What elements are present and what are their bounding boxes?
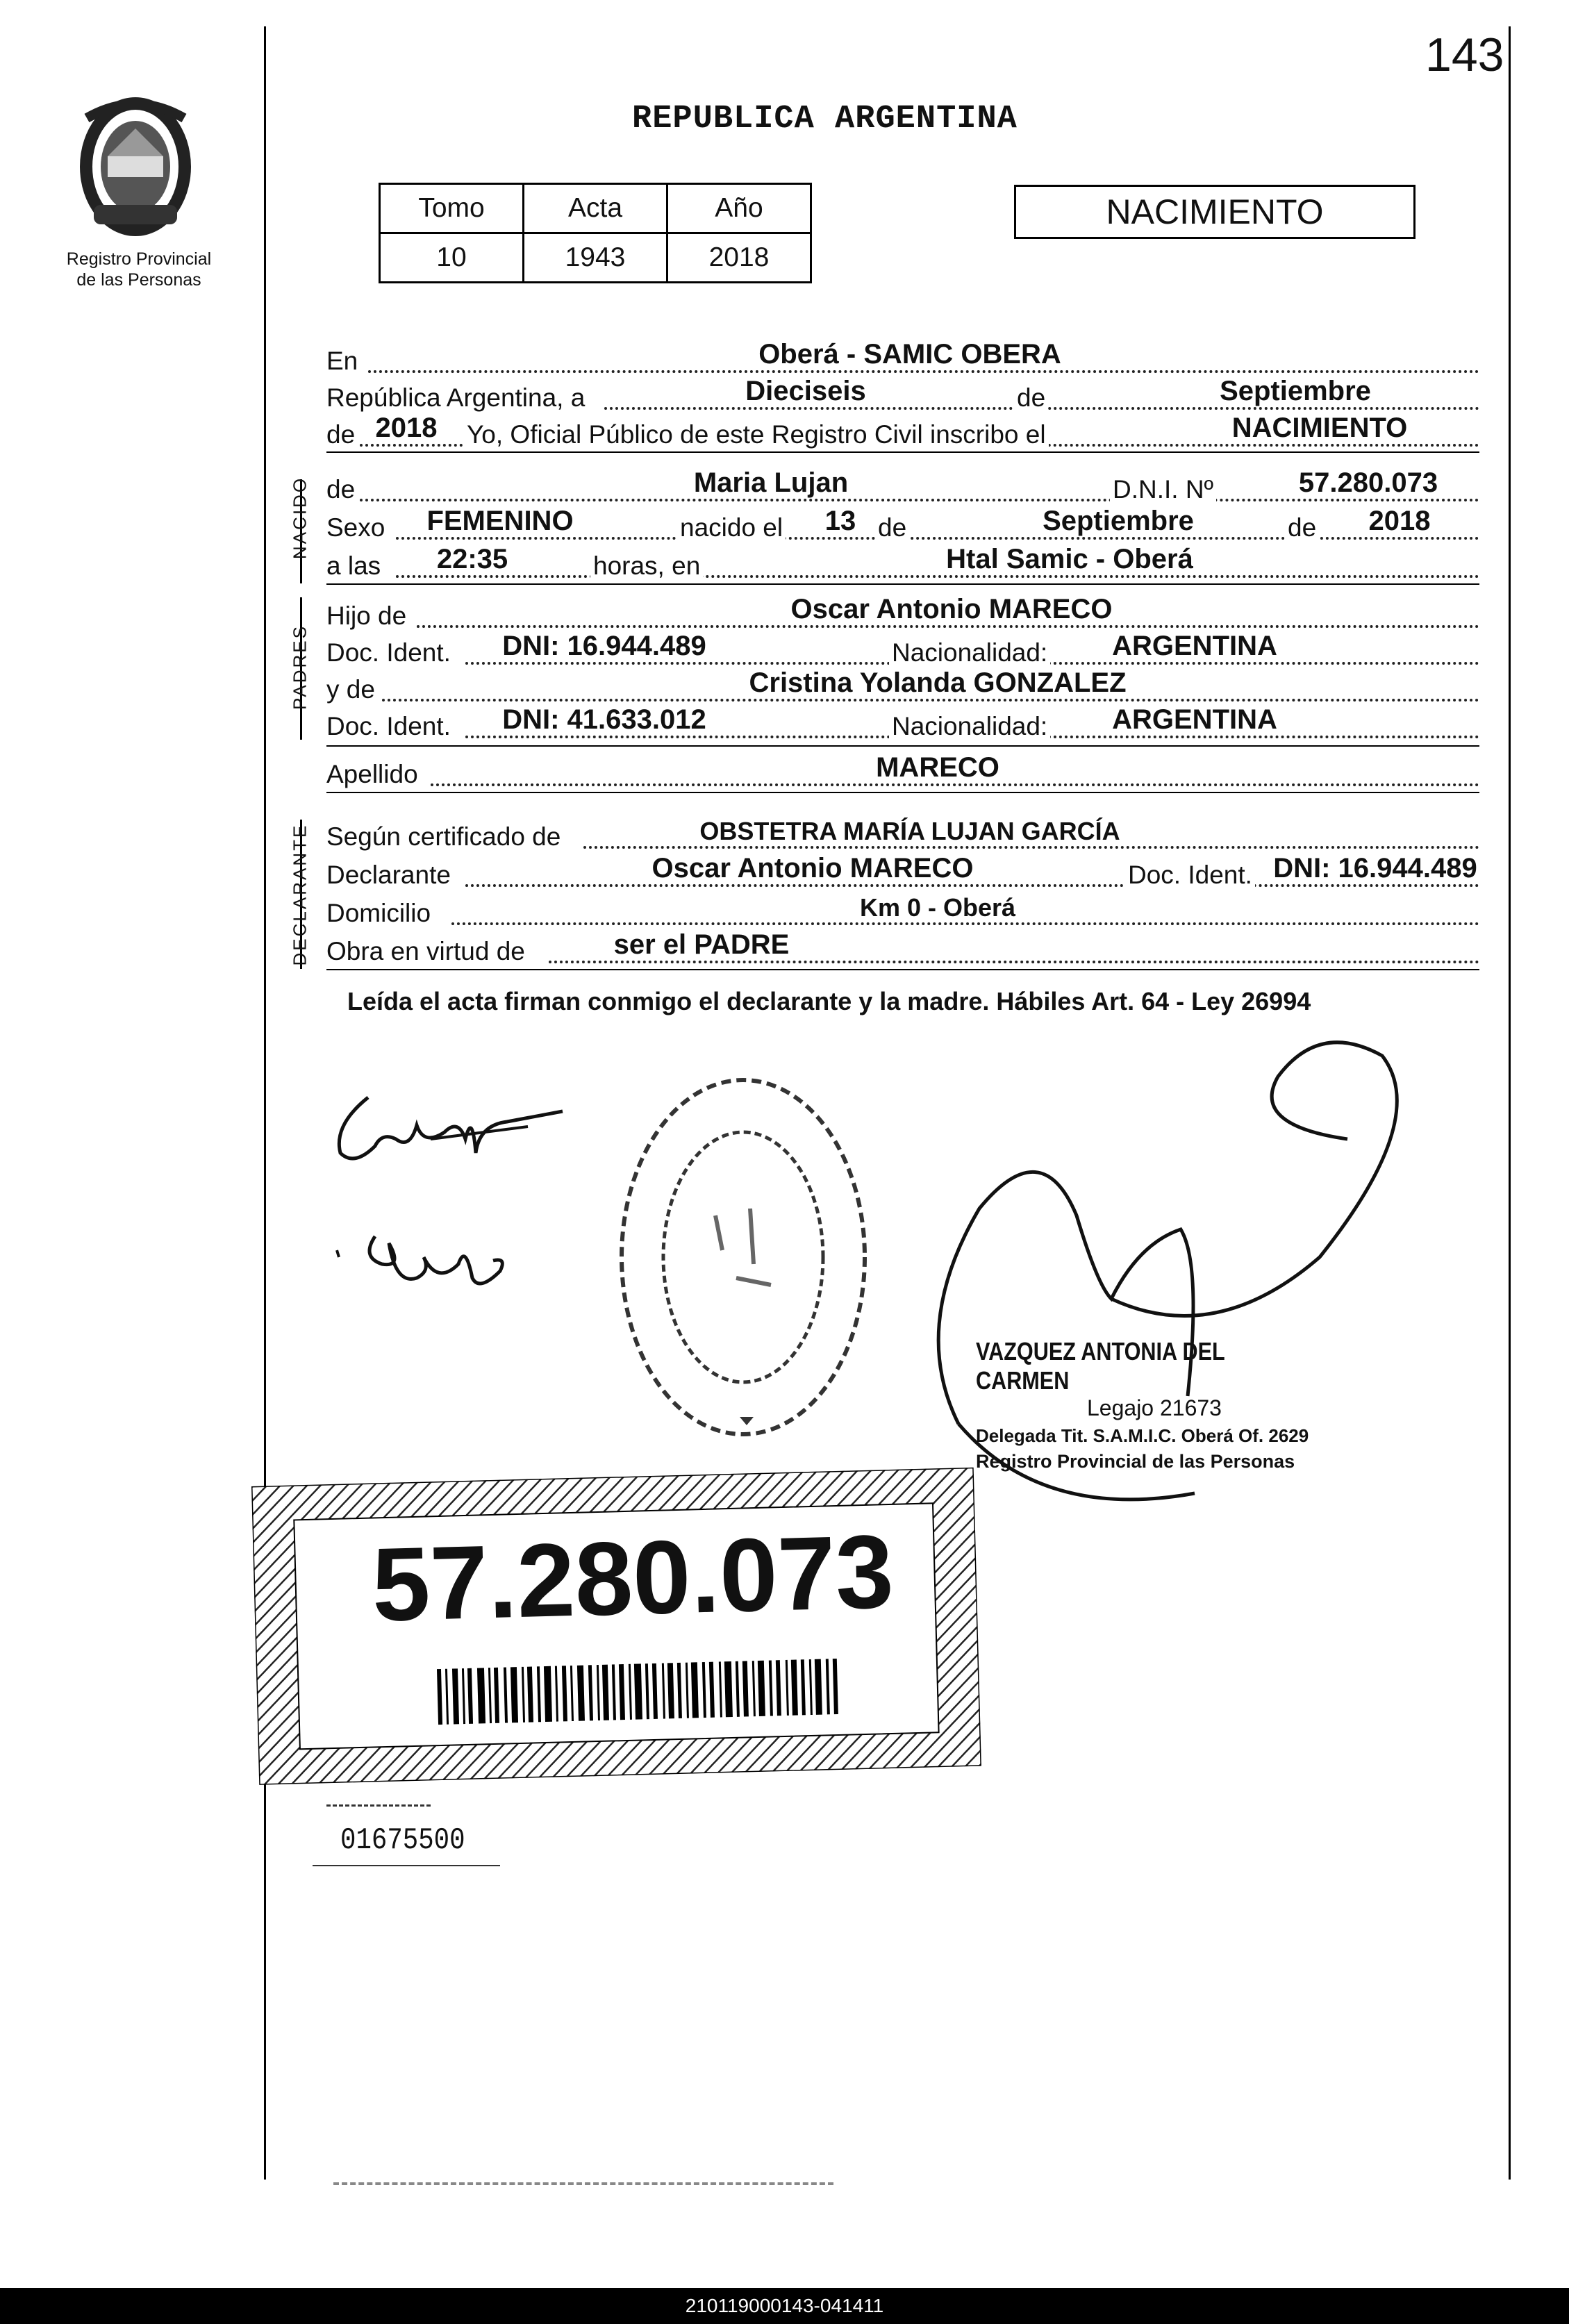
value-birth-month: Septiembre xyxy=(1043,506,1194,536)
header-acta: Acta xyxy=(524,184,667,233)
value-birth-year: 2018 xyxy=(1368,506,1431,536)
misiones-emblem-logo xyxy=(66,90,205,243)
row-time xyxy=(326,544,1479,582)
row-father-doc xyxy=(326,631,1479,669)
registry-caption-line2: de las Personas xyxy=(76,270,201,290)
value-year: 2018 xyxy=(375,413,438,443)
value-birth-day: 13 xyxy=(824,506,856,536)
label-de-birth: de xyxy=(875,513,909,542)
control-number-block xyxy=(313,1799,500,1868)
label-en: En xyxy=(326,347,360,376)
label-de: de xyxy=(1014,383,1048,413)
value-certificado: OBSTETRA MARÍA LUJAN GARCÍA xyxy=(699,817,1120,845)
label-segun: Según certificado de xyxy=(326,822,563,852)
label-de-year: de xyxy=(1285,513,1319,542)
label-mother-nationality: Nacionalidad: xyxy=(889,712,1050,741)
divider-padres xyxy=(326,745,1479,747)
divider-intro xyxy=(326,451,1479,453)
row-date xyxy=(326,376,1479,414)
label-declarante: Declarante xyxy=(326,861,454,890)
row-certificado xyxy=(326,817,1479,853)
official-registro: Registro Provincial de las Personas xyxy=(976,1451,1295,1472)
label-hijo-de: Hijo de xyxy=(326,601,409,631)
value-father-doc: DNI: 16.944.489 xyxy=(502,631,706,661)
value-day: Dieciseis xyxy=(745,376,866,406)
value-declarante-doc: DNI: 16.944.489 xyxy=(1273,853,1477,883)
value-month: Septiembre xyxy=(1220,376,1371,406)
barcode-number: 57.280.073 xyxy=(370,1512,895,1643)
row-father xyxy=(326,594,1479,632)
value-mother: Cristina Yolanda GONZALEZ xyxy=(749,667,1127,698)
value-father-nationality: ARGENTINA xyxy=(1112,631,1277,661)
official-delegada: Delegada Tit. S.A.M.I.C. Oberá Of. 2629 xyxy=(976,1425,1309,1446)
row-inscribe xyxy=(326,413,1479,451)
left-margin-line xyxy=(264,26,266,2180)
label-mother-doc: Doc. Ident. xyxy=(326,712,454,741)
value-apellido: MARECO xyxy=(876,752,999,783)
label-nacido-el: nacido el xyxy=(677,513,786,542)
side-label-nacido: NACIDO xyxy=(289,476,310,560)
label-apellido: Apellido xyxy=(326,760,421,789)
label-de-name: de xyxy=(326,475,358,504)
official-name: VAZQUEZ ANTONIA DEL CARMEN xyxy=(976,1337,1225,1395)
registry-table xyxy=(379,183,812,283)
label-sexo: Sexo xyxy=(326,513,388,542)
side-label-padres: PADRES xyxy=(289,624,310,710)
row-declarante xyxy=(326,853,1479,891)
label-declarante-doc: Doc. Ident. xyxy=(1125,861,1255,890)
value-child-dni: 57.280.073 xyxy=(1298,467,1438,498)
value-obra: ser el PADRE xyxy=(613,929,790,960)
label-yo-text: Yo, Oficial Público de este Registro Civil inscribo el xyxy=(464,420,1049,449)
page-number: 143 xyxy=(1425,28,1504,81)
row-domicilio xyxy=(326,893,1479,929)
registry-round-stamp xyxy=(611,1070,875,1445)
registry-caption-line1: Registro Provincial xyxy=(66,249,212,269)
header-anio: Año xyxy=(667,184,811,233)
label-de2: de xyxy=(326,420,358,449)
label-dni: D.N.I. Nº xyxy=(1110,475,1216,504)
label-domicilio: Domicilio xyxy=(326,899,433,928)
label-father-nationality: Nacionalidad: xyxy=(889,638,1050,667)
row-name xyxy=(326,467,1479,506)
label-republica: República Argentina, a xyxy=(326,383,588,413)
header-tomo: Tomo xyxy=(380,184,524,233)
row-apellido xyxy=(326,752,1479,790)
divider-declarante xyxy=(326,969,1479,970)
act-type-box: NACIMIENTO xyxy=(1014,185,1416,239)
document-title: REPUBLICA ARGENTINA xyxy=(632,101,1018,138)
official-stamp xyxy=(976,1337,1365,1472)
value-sexo: FEMENINO xyxy=(426,506,574,536)
dni-barcode-label xyxy=(251,1468,981,1785)
value-child-name: Maria Lujan xyxy=(693,467,849,498)
value-mother-doc: DNI: 41.633.012 xyxy=(502,704,706,735)
row-mother xyxy=(326,667,1479,706)
row-mother-doc xyxy=(326,704,1479,742)
label-a-las: a las xyxy=(326,551,383,581)
registry-caption xyxy=(28,249,250,290)
bottom-faint-line xyxy=(333,2182,833,2185)
label-horas: horas, en xyxy=(590,551,703,581)
side-label-declarante: DECLARANTE xyxy=(289,823,310,966)
declarante-signature xyxy=(326,1084,576,1181)
value-domicilio: Km 0 - Oberá xyxy=(859,893,1016,922)
leida-statement: Leída el acta firman conmigo el declarante y la madre. Hábiles Art. 64 - Ley 26994 xyxy=(347,987,1311,1015)
divider-apellido xyxy=(326,792,1479,793)
label-obra: Obra en virtud de xyxy=(326,937,528,966)
footer-code: 210119000143-041411 xyxy=(0,2288,1569,2324)
value-acta: 1943 xyxy=(524,233,667,283)
value-time: 22:35 xyxy=(436,544,508,574)
value-inscribe: NACIMIENTO xyxy=(1231,413,1408,443)
row-sexo xyxy=(326,506,1479,544)
label-y-de: y de xyxy=(326,675,378,704)
row-obra xyxy=(326,929,1479,968)
value-mother-nationality: ARGENTINA xyxy=(1112,704,1277,735)
divider-nacido xyxy=(326,583,1479,585)
row-en xyxy=(326,339,1479,377)
label-father-doc: Doc. Ident. xyxy=(326,638,454,667)
value-birth-place: Htal Samic - Oberá xyxy=(946,544,1193,574)
value-place: Oberá - SAMIC OBERA xyxy=(758,339,1061,370)
control-number: 01675500 xyxy=(340,1823,465,1858)
value-declarante: Oscar Antonio MARECO xyxy=(651,853,974,883)
mother-signature xyxy=(326,1215,521,1306)
official-legajo: Legajo 21673 xyxy=(1087,1395,1222,1420)
right-margin-line xyxy=(1509,26,1511,2180)
value-tomo: 10 xyxy=(380,233,524,283)
value-father: Oscar Antonio MARECO xyxy=(790,594,1113,624)
value-anio: 2018 xyxy=(667,233,811,283)
